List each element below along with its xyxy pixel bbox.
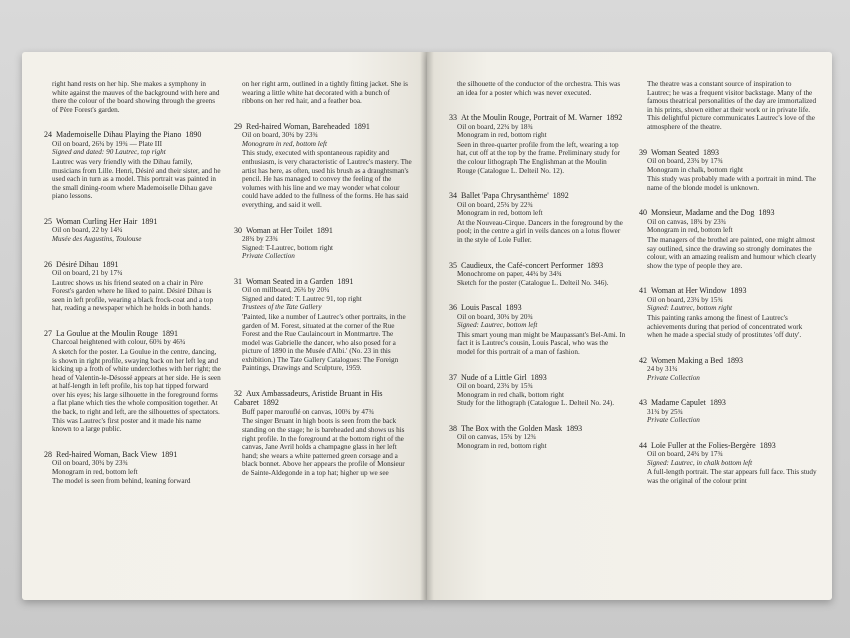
entry-title: Woman Seated: [651, 147, 700, 157]
entry-heading: [44, 260, 222, 269]
entry-number: 43: [639, 398, 647, 408]
right-column-2: [639, 80, 817, 502]
entry-detail: Monogram in red, bottom right: [457, 441, 547, 450]
entry-detail: Monogram in red, bottom left: [647, 226, 733, 235]
entry-heading: [44, 329, 222, 338]
catalogue-entry: [44, 329, 222, 434]
entry-credit: Signed: Lautrec, bottom right: [647, 304, 733, 313]
entry-title: Monsieur, Madame and the Dog: [651, 208, 755, 218]
entry-detail: Oil on board, 30¾ by 23¾: [52, 459, 128, 468]
entry-year: 1891: [102, 259, 119, 269]
entry-detail: Monogram in chalk, bottom right: [647, 165, 744, 174]
open-catalogue: [22, 52, 832, 600]
entry-year: 1893: [703, 147, 720, 157]
entry-heading: [639, 208, 817, 217]
entry-heading: [449, 191, 627, 200]
catalogue-entry: [44, 217, 222, 244]
entry-description: A sketch for the poster. La Goulue in the centre, dancing, is shown in right profile, swaying back on her left leg and kicking up a froth of white underclothes with her right; the head of Valentin-le-Désossé appears at her side. He is seen at half-length in left profile, his top hat tipped forward over his eyes; his large silhouette in the foreground forms a flat plane which ties the whole composition together. At the back, to right and left, are the silhouettes of spectators. This was Lautrec's first poster and it made his name known to a large public.: [52, 347, 221, 434]
entry-description: Seen in three-quarter profile from the left, wearing a top hat, cut off at the top by the frame. Preliminary study for the colour lithograph The Englishman at the Moulin Rouge (Catalogue L. Delteil No. 12).: [457, 140, 620, 175]
entry-year: 1893: [709, 398, 726, 408]
entry-number: 33: [449, 113, 457, 123]
entry-number: 28: [44, 449, 52, 459]
catalogue-entry: [449, 373, 627, 408]
entry-detail: Study for the lithograph (Catalogue L. Delteil No. 24).: [457, 399, 615, 408]
entry-heading: [639, 148, 817, 157]
entry-detail: Signed and dated: T. Lautrec 91, top right: [242, 294, 362, 303]
entry-year: 1893: [758, 208, 775, 218]
catalogue-entry: [234, 277, 412, 373]
entry-detail: Monogram in red, bottom left: [457, 209, 543, 218]
entry-title: Mademoiselle Dihau Playing the Piano: [56, 130, 182, 140]
entry-heading: [44, 217, 222, 226]
entry-credit: Private Collection: [647, 416, 700, 425]
catalogue-entry: [44, 450, 222, 486]
left-column-1: [44, 80, 222, 502]
entry-year: 1891: [316, 225, 333, 235]
entry-number: 42: [639, 355, 647, 365]
entry-year: 1893: [505, 303, 522, 313]
entry-number: 24: [44, 130, 52, 140]
entry-number: 41: [639, 286, 647, 296]
entry-description: This study was probably made with a portrait in mind. The name of the blonde model is unknown.: [647, 175, 816, 192]
catalogue-entry: [639, 286, 817, 339]
entry-title: Madame Capulet: [651, 398, 706, 408]
catalogue-entry: [449, 424, 627, 451]
entry-number: 37: [449, 372, 457, 382]
entry-credit: Signed: Lautrec, in chalk bottom left: [647, 458, 753, 467]
catalogue-entry: [234, 122, 412, 210]
entry-title: Ballet 'Papa Chrysanthème': [461, 191, 549, 201]
entry-title: Louis Pascal: [461, 303, 502, 313]
entry-description: A full-length portrait. The star appears full face. This study was the original of the colour print: [647, 468, 817, 486]
entry-year: 1893: [530, 372, 547, 382]
catalogue-entry: [449, 113, 627, 175]
entry-year: 1893: [566, 423, 583, 433]
entry-heading: [44, 450, 222, 459]
entry-number: 30: [234, 225, 242, 235]
entry-detail: Oil on board, 21 by 17¾: [52, 268, 123, 277]
entry-detail: 28¾ by 23¾: [242, 234, 278, 243]
entry-year: 1893: [759, 440, 776, 450]
entry-number: 34: [449, 191, 457, 201]
entry-detail: Sketch for the poster (Catalogue L. Delteil No. 346).: [457, 278, 609, 287]
entry-detail: Oil on board, 23¾ by 15¾: [647, 295, 723, 304]
entry-heading: [449, 113, 627, 122]
entry-detail: Oil on board, 23¾ by 15¾: [457, 381, 533, 390]
entry-year: 1891: [141, 216, 158, 226]
entry-detail: Charcoal heightened with colour, 60¾ by 46¾: [52, 338, 186, 347]
entry-year: 1891: [161, 328, 178, 338]
entry-number: 32: [234, 389, 242, 399]
entry-title: Women Making a Bed: [651, 355, 724, 365]
entry-title: Woman at Her Toilet: [246, 225, 313, 235]
continued-text: the silhouette of the conductor of the orchestra. This was an idea for a poster which was never executed.: [457, 80, 621, 97]
catalogue-entry: [44, 130, 222, 201]
entry-detail: Oil on board, 26¾ by 19¾ — Plate III: [52, 139, 162, 148]
left-page: [22, 52, 427, 600]
catalogue-entry: [639, 356, 817, 383]
entry-credit: Monogram in red, bottom left: [242, 139, 327, 148]
entry-description: This painting ranks among the finest of Lautrec's achievements during that period of concentrated work when he made a special study of prostitutes 'off duty'.: [647, 313, 803, 340]
catalogue-entry: [449, 191, 627, 244]
entry-heading: [449, 373, 627, 382]
entry-heading: [234, 389, 412, 408]
entry-heading: [639, 356, 817, 365]
entry-title: At the Moulin Rouge, Portrait of M. Warner: [461, 113, 603, 123]
entry-heading: [449, 424, 627, 433]
entry-description: Lautrec was very friendly with the Dihau family, musicians from Lille. Henri, Désiré and their sister, and he used each in turn as a model. This portrait was painted in the small dining-room where Mademoiselle Dihau gave piano lessons.: [52, 157, 221, 201]
entry-heading: [639, 441, 817, 450]
entry-number: 36: [449, 303, 457, 313]
entry-detail: Monochrome on paper, 44¾ by 34¾: [457, 269, 562, 278]
entry-title: Woman at Her Window: [651, 286, 727, 296]
entry-description: At the Nouveau-Cirque. Dancers in the foreground by the pool; in the centre a girl in veils dances on a lotus flower in the style of Loïe Fuller.: [457, 218, 623, 244]
entry-detail: Oil on board, 22¾ by 18¾: [457, 122, 533, 131]
entry-detail: Oil on board, 25¾ by 22¾: [457, 200, 533, 209]
entry-credit: Private Collection: [242, 252, 295, 261]
entry-detail: Signed: T-Lautrec, bottom right: [242, 243, 334, 252]
entry-title: Nude of a Little Girl: [461, 372, 527, 382]
entry-heading: [234, 277, 412, 286]
catalogue-entry: [639, 148, 817, 193]
entry-title: Woman Seated in a Garden: [246, 276, 334, 286]
entry-number: 35: [449, 260, 457, 270]
entry-credit: Signed and dated: 90 Lautrec, top right: [52, 148, 166, 157]
entry-credit: Signed: Lautrec, bottom left: [457, 321, 538, 330]
entry-description: Lautrec shows us his friend seated on a chair in Père Forest's garden where he liked to paint. Désiré Dihau is seen in left profile, wearing a black frock-coat and a top hat, reading a newspaper which he holds in both hands.: [52, 278, 214, 313]
catalogue-entry: [234, 389, 412, 478]
entry-number: 26: [44, 259, 52, 269]
entry-number: 27: [44, 328, 52, 338]
entry-title: Loïe Fuller at the Folies-Bergère: [651, 440, 756, 450]
entry-title: Red-haired Woman, Bareheaded: [246, 121, 350, 131]
entry-detail: Monogram in red chalk, bottom right: [457, 390, 564, 399]
entry-title: Caudieux, the Café-concert Performer: [461, 260, 584, 270]
entry-detail: Monogram in red, bottom right: [457, 131, 547, 140]
entry-description: This study, executed with spontaneous rapidity and enthusiasm, is very characteristic of Lautrec's mastery. The artist has here, as often, used his brush as a draughtsman's pencil. He has managed to convey the feeling of the volumes with his line and we may wonder what colour could have added to the fullness of the forms. He has said everything, and said it well.: [242, 149, 412, 209]
entry-description: The managers of the brothel are painted, one might almost say outlined, since the drawing so strongly dominates the colour, with an amazing realism and humour which clearly show the type of people they are.: [647, 235, 817, 270]
entry-year: 1892: [262, 398, 279, 408]
catalogue-entry: [449, 261, 627, 288]
entry-title: Aux Ambassadeurs, Aristide Bruant in His Cabaret: [234, 389, 383, 408]
entry-detail: Oil on board, 24¾ by 17¾: [647, 450, 723, 459]
entry-year: 1891: [337, 276, 354, 286]
entry-year: 1893: [727, 355, 744, 365]
entry-heading: [449, 303, 627, 312]
entry-credit: Private Collection: [647, 373, 700, 382]
entry-year: 1892: [606, 113, 623, 123]
continued-text: The theatre was a constant source of inspiration to Lautrec; he was a frequent visitor backstage. Many of the famous theatrical personalities of the day are immortalized in his prints, shown either at their work or in private life. This delightful picture communicates Lautrec's love of the atmosphere of the theatre.: [647, 80, 817, 131]
book-gutter: [420, 52, 434, 600]
right-column-1: [449, 80, 627, 466]
entry-year: 1890: [185, 130, 202, 140]
entry-number: 31: [234, 276, 242, 286]
catalogue-entry: [639, 398, 817, 425]
continued-text: right hand rests on her hip. She makes a symphony in white against the mauves of the background with here and there the colour of the board showing through the greens of Père Forest's garden.: [52, 80, 220, 114]
entry-number: 25: [44, 216, 52, 226]
entry-description: 'Painted, like a number of Lautrec's other portraits, in the garden of M. Forest, situated at the corner of the Rue Forest and the Rue Caulaincourt in Montmartre. The model was Gabrielle the dancer, who also posed for a picture of 1890 in the Musée d'Albi.' (No. 23 in this exhibition.) The Tate Gallery Catalogues: The Foreign Paintings, Drawings and Sculpture, 1959.: [242, 312, 406, 373]
entry-number: 29: [234, 121, 242, 131]
entry-credit: Musée des Augustins, Toulouse: [52, 234, 142, 243]
entry-year: 1891: [161, 449, 178, 459]
entry-detail: Oil on millboard, 26¾ by 20¾: [242, 286, 330, 295]
entry-heading: [449, 261, 627, 270]
entry-detail: Oil on canvas, 15¾ by 12¾: [457, 433, 537, 442]
entry-title: Red-haired Woman, Back View: [56, 449, 158, 459]
entry-title: The Box with the Golden Mask: [461, 423, 563, 433]
entry-description: The model is seen from behind, leaning forward: [52, 477, 191, 486]
entry-year: 1892: [552, 191, 569, 201]
entry-detail: Oil on board, 22 by 14¾: [52, 226, 123, 235]
entry-credit: Trustees of the Tate Gallery: [242, 303, 322, 312]
entry-description: The singer Bruant in high boots is seen from the back standing on the stage; he is bareheaded and shows us his right profile. In the foreground at the bottom right of the canvas, Jane Avril holds a champagne glass in her left hand; she wears a white patterned green corsage and a black bonnet. Above her appears the profile of Monsieur de Sainte-Aldegonde in a top hat; higher up we see: [242, 417, 405, 478]
entry-number: 44: [639, 440, 647, 450]
right-page: [427, 52, 832, 600]
entry-heading: [639, 398, 817, 407]
catalogue-entry: [639, 441, 817, 486]
entry-number: 40: [639, 208, 647, 218]
entry-year: 1893: [730, 286, 747, 296]
entry-heading: [639, 286, 817, 295]
entry-detail: Oil on board, 30¾ by 23¾: [242, 131, 318, 140]
entry-detail: 31¾ by 25¾: [647, 407, 683, 416]
entry-detail: Oil on board, 30¾ by 20¾: [457, 312, 533, 321]
catalogue-entry: [449, 303, 627, 356]
entry-number: 39: [639, 147, 647, 157]
entry-detail: Buff paper marouflé on canvas, 100¾ by 47¾: [242, 407, 375, 416]
entry-year: 1891: [353, 121, 370, 131]
entry-heading: [234, 122, 412, 131]
catalogue-entry: [44, 260, 222, 313]
catalogue-entry: [639, 208, 817, 270]
entry-heading: [44, 130, 222, 139]
entry-detail: Oil on board, 23¾ by 17¾: [647, 156, 723, 165]
entry-number: 38: [449, 423, 457, 433]
entry-year: 1893: [587, 260, 604, 270]
entry-title: Désiré Dihau: [56, 259, 99, 269]
entry-detail: 24 by 31¾: [647, 365, 678, 374]
left-column-2: [234, 80, 412, 494]
catalogue-entry: [234, 226, 412, 261]
entry-heading: [234, 226, 412, 235]
entry-detail: Oil on canvas, 18¾ by 23¾: [647, 217, 727, 226]
entry-description: This smart young man might be Maupassant's Bel-Ami. In fact it is Lautrec's cousin, Louis Pascal, who was the model for this portrait of a man of fashion.: [457, 330, 626, 356]
entry-title: La Goulue at the Moulin Rouge: [56, 328, 158, 338]
entry-title: Woman Curling Her Hair: [56, 216, 138, 226]
continued-text: on her right arm, outlined in a tightly fitting jacket. She is wearing a little white hat decorated with a bunch of ribbons on her red hair, and a feather boa.: [242, 80, 408, 106]
entry-detail: Monogram in red, bottom left: [52, 467, 138, 476]
